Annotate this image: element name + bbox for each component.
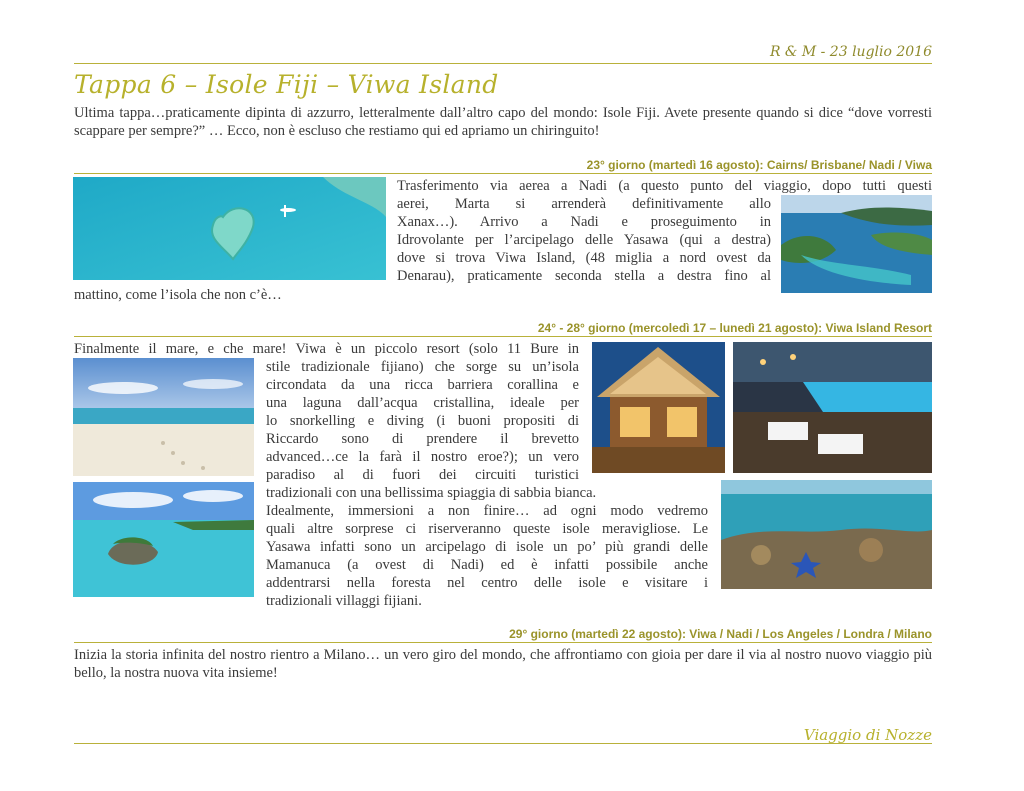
footer-label: Viaggio di Nozze bbox=[803, 726, 932, 744]
section2-narrow-text bbox=[266, 358, 597, 502]
text-line: Mamanuca (a ovest di Nadi) ed è infatti possibile anche bbox=[266, 557, 708, 573]
text-line: lo snorkelling e diving (i buoni propositi di bbox=[266, 413, 579, 429]
text-line: Idealmente, immersioni a non finire… ad ogni modo vedremo bbox=[266, 503, 708, 519]
section-rule bbox=[74, 336, 932, 337]
text-line: Riccardo sono di prendere il brevetto bbox=[266, 431, 579, 447]
section2-first-line: Finalmente il mare, e che mare! Viwa è un piccolo resort (solo 11 Bure in bbox=[74, 341, 579, 357]
section-heading: 29° giorno (martedì 22 agosto): Viwa / Nadi / Los Angeles / Londra / Milano bbox=[509, 627, 932, 641]
section-rule bbox=[74, 642, 932, 643]
intro-paragraph: Ultima tappa…praticamente dipinta di azzurro, letteralmente dall’altro capo del mondo: Isole Fiji. Avete presente quando si dice “dove vorresti scappare per sempre?” … Ecco, non è escluso che restiamo qui ed apriamo un chiringuito! bbox=[74, 105, 932, 139]
text-line: una laguna dall’acqua cristallina, ideale per bbox=[266, 395, 579, 411]
photo-beach-footprints bbox=[73, 358, 254, 476]
photo-rock-island bbox=[73, 482, 254, 597]
photo-coral-reef bbox=[721, 480, 932, 589]
text-line: addentrarsi nella foresta nel centro delle isole e visitare i bbox=[266, 575, 708, 591]
section3-text: Inizia la storia infinita del nostro rientro a Milano… un vero giro del mondo, che affrontiamo con gioia per dare il via al nostro nuovo viaggio più bello, la nostra nuova vita insieme! bbox=[74, 647, 932, 681]
header-rule bbox=[74, 63, 932, 64]
section-rule bbox=[74, 173, 932, 174]
text-line: Yasawa infatti sono un arcipelago di isole un po’ più grandi delle bbox=[266, 539, 708, 555]
photo-bure-hut bbox=[592, 342, 725, 473]
section2-wide-text bbox=[266, 502, 708, 610]
text-line: Xanax…). Arrivo a Nadi e proseguimento in bbox=[397, 214, 771, 230]
text-line: stile tradizionale fijiano) che sorge su un’isola bbox=[266, 359, 579, 375]
text-line: dove si trova Viwa Island, (48 miglia a nord ovest da bbox=[397, 250, 771, 266]
section-heading: 24° - 28° giorno (mercoledì 17 – lunedì 21 agosto): Viwa Island Resort bbox=[537, 321, 932, 335]
photo-heart-reef bbox=[73, 177, 386, 280]
text-line: quali altre sorprese ci riserveranno queste isole meravigliose. Le bbox=[266, 521, 708, 537]
section-heading: 23° giorno (martedì 16 agosto): Cairns/ Brisbane/ Nadi / Viwa bbox=[586, 158, 932, 172]
photo-islands-aerial bbox=[781, 195, 932, 293]
text-line: Denarau), praticamente seconda stella a destra fino al bbox=[397, 268, 771, 284]
text-line: Trasferimento via aerea a Nadi (a questo punto del viaggio, dopo tutti questi bbox=[397, 178, 932, 194]
text-line: advanced…ce la farà il nostro eroe?); un vero bbox=[266, 449, 579, 465]
text-line: aerei, Marta si arrenderà definitivamente allo bbox=[397, 196, 771, 212]
section1-tail: mattino, come l’isola che non c’è… bbox=[74, 287, 282, 303]
text-line: Idrovolante per l’arcipelago delle Yasawa (qui a destra) bbox=[397, 232, 771, 248]
text-line: tradizionali con una bellissima spiaggia di sabbia bianca. bbox=[266, 485, 597, 501]
text-line: circondata da una ricca barriera corallina e bbox=[266, 377, 579, 393]
text-line: tradizionali villaggi fijiani. bbox=[266, 593, 422, 609]
photo-resort-pool bbox=[733, 342, 932, 473]
page-title: Tappa 6 – Isole Fiji – Viwa Island bbox=[74, 70, 499, 99]
header-date: R & M - 23 luglio 2016 bbox=[769, 44, 932, 60]
text-line: paradiso al di fuori dei circuiti turistici bbox=[266, 467, 579, 483]
